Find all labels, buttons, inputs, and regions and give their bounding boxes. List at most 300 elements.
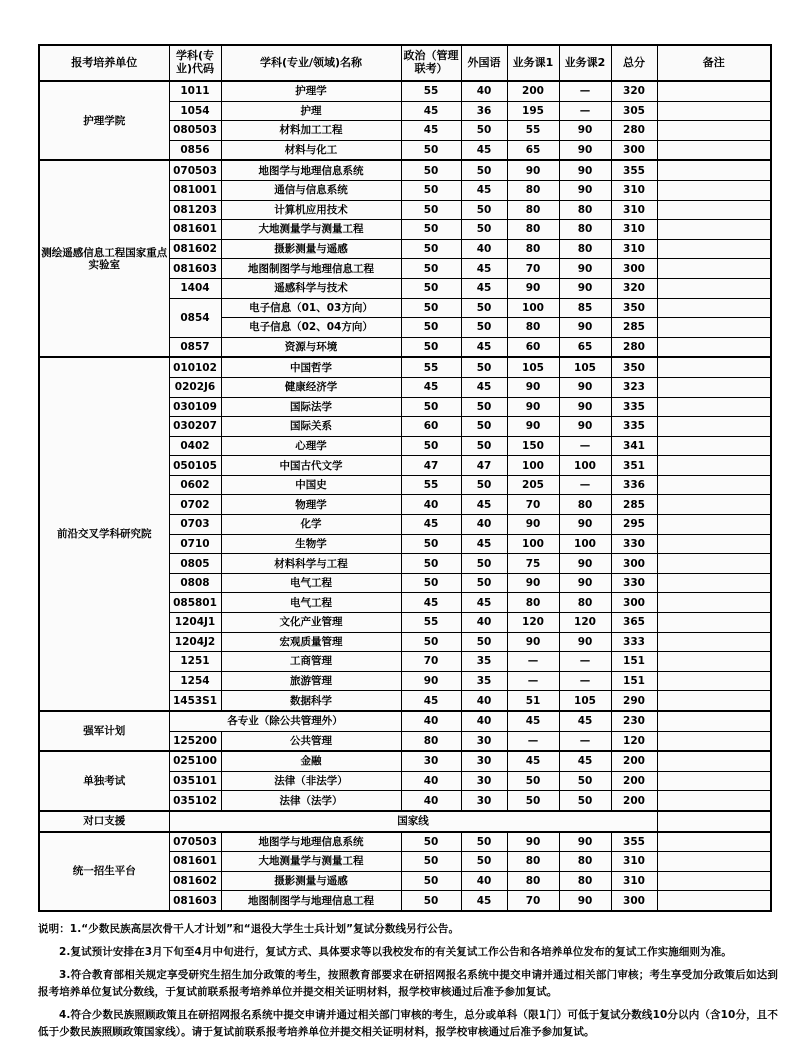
major-code-cell: 081603 [169,259,221,279]
major-name-cell: 资源与环境 [221,337,401,357]
remark-cell [657,357,771,377]
total-score-cell: 200 [611,751,657,771]
foreign-language-cell: 30 [461,751,507,771]
subject2-cell: 90 [559,573,611,593]
header-name: 学科(专业/领域)名称 [221,45,401,81]
politics-cell: 55 [401,81,461,101]
remark-cell [657,456,771,476]
subject1-cell: 55 [507,121,559,141]
subject2-cell: 80 [559,871,611,891]
remark-cell [657,613,771,633]
total-score-cell: 310 [611,180,657,200]
major-name-cell: 金融 [221,751,401,771]
total-score-cell: 230 [611,711,657,731]
total-score-cell: 285 [611,318,657,338]
major-code-cell: 1251 [169,652,221,672]
remark-cell [657,652,771,672]
total-score-cell: 320 [611,278,657,298]
table-row [39,811,771,832]
total-score-cell: 365 [611,613,657,633]
subject1-cell: 80 [507,871,559,891]
subject1-cell: 100 [507,456,559,476]
subject1-cell: 80 [507,200,559,220]
foreign-language-cell: 45 [461,259,507,279]
total-score-cell: 335 [611,417,657,437]
header-code [169,45,221,81]
subject1-cell: 50 [507,771,559,791]
total-score-cell: 310 [611,220,657,240]
total-score-cell: 151 [611,671,657,691]
remark-cell [657,891,771,911]
major-name-cell: 大地测量学与测量工程 [221,852,401,872]
subject2-cell: 90 [559,278,611,298]
subject2-cell: — [559,475,611,495]
major-name-cell: 摄影测量与遥感 [221,239,401,259]
subject1-cell: 80 [507,239,559,259]
politics-cell: 50 [401,180,461,200]
foreign-language-cell: 45 [461,593,507,613]
major-code-cell: 0808 [169,573,221,593]
remark-cell [657,160,771,180]
major-name-cell: 电子信息（01、03方向） [221,298,401,318]
major-code-cell: 0857 [169,337,221,357]
foreign-language-cell: 45 [461,534,507,554]
major-code-cell: 081601 [169,852,221,872]
foreign-language-cell: 50 [461,318,507,338]
major-code-cell: 080503 [169,121,221,141]
remark-cell [657,731,771,751]
remark-cell [657,220,771,240]
foreign-language-cell: 45 [461,337,507,357]
remark-cell [657,436,771,456]
major-code-cell: 025100 [169,751,221,771]
subject2-cell: 85 [559,298,611,318]
unit-cell: 单独考试 [39,751,169,811]
subject2-cell: 100 [559,456,611,476]
major-name-cell: 中国古代文学 [221,456,401,476]
remark-cell [657,337,771,357]
foreign-language-cell: 50 [461,632,507,652]
subject1-cell: 100 [507,298,559,318]
total-score-cell: 300 [611,259,657,279]
major-code-cell: 081602 [169,239,221,259]
politics-cell: 50 [401,554,461,574]
subject1-cell: 80 [507,852,559,872]
subject1-cell: 70 [507,891,559,911]
remark-cell [657,278,771,298]
major-name-cell: 电气工程 [221,573,401,593]
major-code-cell: 1011 [169,81,221,101]
major-code-cell: 085801 [169,593,221,613]
subject1-cell: 90 [507,160,559,180]
major-code-cell: 0854 [169,298,221,337]
major-code-cell: 081602 [169,871,221,891]
politics-cell: 50 [401,573,461,593]
remark-cell [657,377,771,397]
remark-cell [657,180,771,200]
remark-cell [657,573,771,593]
header-code-line2: 业)代码 [175,62,215,75]
total-score-cell: 280 [611,121,657,141]
total-score-cell: 310 [611,239,657,259]
politics-cell: 55 [401,357,461,377]
politics-cell: 30 [401,751,461,771]
subject2-cell: 90 [559,417,611,437]
major-code-cell: 1254 [169,671,221,691]
subject2-cell: 90 [559,515,611,535]
foreign-language-cell: 50 [461,357,507,377]
subject1-cell: 120 [507,613,559,633]
remark-cell [657,593,771,613]
subject1-cell: — [507,671,559,691]
politics-cell: 50 [401,832,461,852]
remark-cell [657,318,771,338]
remark-cell [657,200,771,220]
politics-cell: 50 [401,534,461,554]
total-score-cell: 350 [611,357,657,377]
remark-cell [657,671,771,691]
foreign-language-cell: 40 [461,613,507,633]
remark-cell [657,81,771,101]
remark-cell [657,140,771,160]
remark-cell [657,298,771,318]
major-name-cell: 材料科学与工程 [221,554,401,574]
total-score-cell: 310 [611,871,657,891]
politics-cell: 50 [401,871,461,891]
major-code-cell: 081001 [169,180,221,200]
header-foreign-language: 外国语 [461,45,507,81]
total-score-cell: 300 [611,140,657,160]
remark-cell [657,852,771,872]
subject2-cell: 90 [559,259,611,279]
admission-score-table [38,44,772,912]
subject1-cell: 90 [507,377,559,397]
politics-cell: 50 [401,160,461,180]
foreign-language-cell: 45 [461,377,507,397]
foreign-language-cell: 47 [461,456,507,476]
major-name-cell: 中国史 [221,475,401,495]
foreign-language-cell: 30 [461,791,507,811]
total-score-cell: 335 [611,397,657,417]
subject2-cell: — [559,101,611,121]
subject2-cell: 80 [559,220,611,240]
foreign-language-cell: 50 [461,200,507,220]
unit-cell: 对口支援 [39,811,169,832]
politics-cell: 50 [401,436,461,456]
politics-cell: 80 [401,731,461,751]
table-header [39,45,771,81]
foreign-language-cell: 50 [461,397,507,417]
subject1-cell: 80 [507,593,559,613]
total-score-cell: 285 [611,495,657,515]
politics-cell: 40 [401,791,461,811]
subject2-cell: 90 [559,554,611,574]
subject2-cell: 90 [559,397,611,417]
total-score-cell: 120 [611,731,657,751]
politics-cell: 50 [401,298,461,318]
foreign-language-cell: 30 [461,771,507,791]
unit-cell: 强军计划 [39,711,169,751]
politics-cell: 50 [401,891,461,911]
subject1-cell: 195 [507,101,559,121]
politics-cell: 40 [401,495,461,515]
unit-cell: 测绘遥感信息工程国家重点实验室 [39,160,169,357]
subject1-cell: 90 [507,397,559,417]
remark-cell [657,771,771,791]
table-row [39,832,771,852]
politics-cell: 55 [401,475,461,495]
total-score-cell: 300 [611,554,657,574]
politics-cell: 45 [401,377,461,397]
table-row [39,711,771,731]
subject2-cell: — [559,671,611,691]
politics-cell: 45 [401,515,461,535]
major-name-cell: 宏观质量管理 [221,632,401,652]
header-unit: 报考培养单位 [39,45,169,81]
politics-cell: 45 [401,121,461,141]
major-name-cell: 法律（法学） [221,791,401,811]
remark-cell [657,632,771,652]
total-score-cell: 330 [611,534,657,554]
foreign-language-cell: 50 [461,852,507,872]
foreign-language-cell: 50 [461,436,507,456]
subject1-cell: 90 [507,278,559,298]
politics-cell: 40 [401,771,461,791]
subject2-cell: — [559,81,611,101]
major-name-cell: 大地测量学与测量工程 [221,220,401,240]
remark-cell [657,515,771,535]
politics-cell: 50 [401,200,461,220]
major-code-cell: 125200 [169,731,221,751]
subject1-cell: 90 [507,632,559,652]
politics-cell: 45 [401,691,461,711]
politics-cell: 60 [401,417,461,437]
major-code-cell: 0710 [169,534,221,554]
foreign-language-cell: 40 [461,515,507,535]
major-name-cell: 健康经济学 [221,377,401,397]
total-score-cell: 355 [611,160,657,180]
remark-cell [657,397,771,417]
foreign-language-cell: 45 [461,495,507,515]
table-body [39,81,771,911]
subject2-cell: 90 [559,160,611,180]
notes-block [38,921,778,1041]
major-name-cell: 材料与化工 [221,140,401,160]
remark-cell [657,534,771,554]
total-score-cell: 300 [611,593,657,613]
total-score-cell: 336 [611,475,657,495]
major-code-cell: 0805 [169,554,221,574]
total-score-cell: 200 [611,791,657,811]
remark-cell [657,811,771,832]
major-name-cell: 各专业（除公共管理外） [169,711,401,731]
major-name-cell: 物理学 [221,495,401,515]
foreign-language-cell: 40 [461,711,507,731]
major-name-cell: 生物学 [221,534,401,554]
foreign-language-cell: 30 [461,731,507,751]
total-score-cell: 310 [611,852,657,872]
remark-cell [657,791,771,811]
remark-cell [657,239,771,259]
subject2-cell: 90 [559,180,611,200]
major-name-cell: 地图学与地理信息系统 [221,832,401,852]
total-score-cell: 330 [611,573,657,593]
subject1-cell: 75 [507,554,559,574]
header-politics [401,45,461,81]
subject2-cell: 120 [559,613,611,633]
politics-cell: 50 [401,337,461,357]
total-score-cell: 351 [611,456,657,476]
subject2-cell: 105 [559,691,611,711]
politics-cell: 40 [401,711,461,731]
foreign-language-cell: 35 [461,652,507,672]
remark-cell [657,832,771,852]
major-name-cell: 计算机应用技术 [221,200,401,220]
politics-cell: 50 [401,220,461,240]
subject2-cell: 90 [559,140,611,160]
major-name-cell: 地图制图学与地理信息工程 [221,891,401,911]
politics-cell: 50 [401,140,461,160]
header-subject1: 业务课1 [507,45,559,81]
major-code-cell: 035101 [169,771,221,791]
remark-cell [657,554,771,574]
foreign-language-cell: 50 [461,160,507,180]
foreign-language-cell: 50 [461,832,507,852]
subject1-cell: 90 [507,417,559,437]
subject1-cell: — [507,652,559,672]
foreign-language-cell: 50 [461,121,507,141]
subject2-cell: 90 [559,121,611,141]
major-code-cell: 070503 [169,832,221,852]
subject2-cell: 45 [559,711,611,731]
note-4: 4.符合少数民族照顾政策且在研招网报名系统中提交申请并通过相关部门审核的考生，总分或单科（限1门）可低于复试分数线10分以内（含10分，且不低于少数民族照顾政策国家线）。请于复试前联系报考培养单位并提交相关证明材料，报学校审核通过后准予参加复试。 [38,1008,778,1038]
header-politics-line2: 联考） [414,62,448,75]
major-code-cell: 030207 [169,417,221,437]
foreign-language-cell: 45 [461,140,507,160]
unit-cell: 前沿交叉学科研究院 [39,357,169,711]
major-code-cell: 081601 [169,220,221,240]
subject2-cell: 90 [559,632,611,652]
major-code-cell: 070503 [169,160,221,180]
subject1-cell: 45 [507,751,559,771]
subject1-cell: 50 [507,791,559,811]
politics-cell: 50 [401,259,461,279]
major-code-cell: 035102 [169,791,221,811]
header-code-line1: 学科(专 [175,49,215,63]
subject2-cell: 90 [559,832,611,852]
foreign-language-cell: 50 [461,417,507,437]
subject1-cell: 90 [507,832,559,852]
foreign-language-cell: 50 [461,573,507,593]
foreign-language-cell: 50 [461,475,507,495]
major-code-cell: 0602 [169,475,221,495]
major-code-cell: 010102 [169,357,221,377]
foreign-language-cell: 50 [461,220,507,240]
politics-cell: 90 [401,671,461,691]
major-name-cell: 数据科学 [221,691,401,711]
subject1-cell: 205 [507,475,559,495]
major-code-cell: 1453S1 [169,691,221,711]
note-2: 2.复试预计安排在3月下旬至4月中旬进行，复试方式、具体要求等以我校发布的有关复试工作公告和各培养单位发布的复试工作实施细则为准。 [59,945,732,958]
note-1: 说明：1.“少数民族高层次骨干人才计划”和“退役大学生士兵计划”复试分数线另行公告。 [38,922,460,935]
unit-cell: 统一招生平台 [39,832,169,911]
total-score-cell: 300 [611,891,657,911]
major-name-cell: 国际关系 [221,417,401,437]
politics-cell: 50 [401,397,461,417]
foreign-language-cell: 36 [461,101,507,121]
major-name-cell: 地图学与地理信息系统 [221,160,401,180]
subject1-cell: 80 [507,318,559,338]
remark-cell [657,101,771,121]
major-name-cell: 中国哲学 [221,357,401,377]
major-code-cell: 081603 [169,891,221,911]
major-code-cell: 0703 [169,515,221,535]
total-score-cell: 355 [611,832,657,852]
major-code-cell: 1054 [169,101,221,121]
major-name-cell: 文化产业管理 [221,613,401,633]
subject2-cell: 105 [559,357,611,377]
subject2-cell: 80 [559,852,611,872]
major-name-cell: 电气工程 [221,593,401,613]
subject2-cell: 90 [559,377,611,397]
subject2-cell: 90 [559,891,611,911]
politics-cell: 50 [401,239,461,259]
major-code-cell: 1204J1 [169,613,221,633]
header-row [39,45,771,81]
politics-cell: 50 [401,278,461,298]
major-code-cell: 050105 [169,456,221,476]
foreign-language-cell: 50 [461,554,507,574]
major-code-cell: 1404 [169,278,221,298]
subject1-cell: 80 [507,220,559,240]
remark-cell [657,121,771,141]
subject1-cell: 70 [507,495,559,515]
politics-cell: 45 [401,593,461,613]
subject2-cell: 65 [559,337,611,357]
total-score-cell: 295 [611,515,657,535]
subject2-cell: 45 [559,751,611,771]
subject1-cell: — [507,731,559,751]
subject2-cell: 50 [559,771,611,791]
subject1-cell: 100 [507,534,559,554]
note-3: 3.符合教育部相关规定享受研究生招生加分政策的考生，按照教育部要求在研招网报名系统中提交申请并通过相关部门审核；考生享受加分政策后如达到报考培养单位复试分数线，于复试前联系报考培养单位并提交相关证明材料，报学校审核通过后准予参加复试。 [38,968,778,998]
subject1-cell: 105 [507,357,559,377]
remark-cell [657,417,771,437]
remark-cell [657,475,771,495]
major-code-cell: 030109 [169,397,221,417]
subject2-cell: — [559,652,611,672]
politics-cell: 70 [401,652,461,672]
header-total: 总分 [611,45,657,81]
table-row [39,160,771,180]
subject1-cell: 65 [507,140,559,160]
major-code-cell: 0856 [169,140,221,160]
major-name-cell: 公共管理 [221,731,401,751]
subject1-cell: 80 [507,180,559,200]
foreign-language-cell: 35 [461,671,507,691]
total-score-cell: 323 [611,377,657,397]
subject1-cell: 51 [507,691,559,711]
major-name-cell: 地图制图学与地理信息工程 [221,259,401,279]
major-name-cell: 化学 [221,515,401,535]
remark-cell [657,495,771,515]
foreign-language-cell: 40 [461,691,507,711]
subject2-cell: 80 [559,239,611,259]
major-code-cell: 0402 [169,436,221,456]
subject1-cell: 90 [507,515,559,535]
subject2-cell: 50 [559,791,611,811]
major-name-cell: 遥感科学与技术 [221,278,401,298]
